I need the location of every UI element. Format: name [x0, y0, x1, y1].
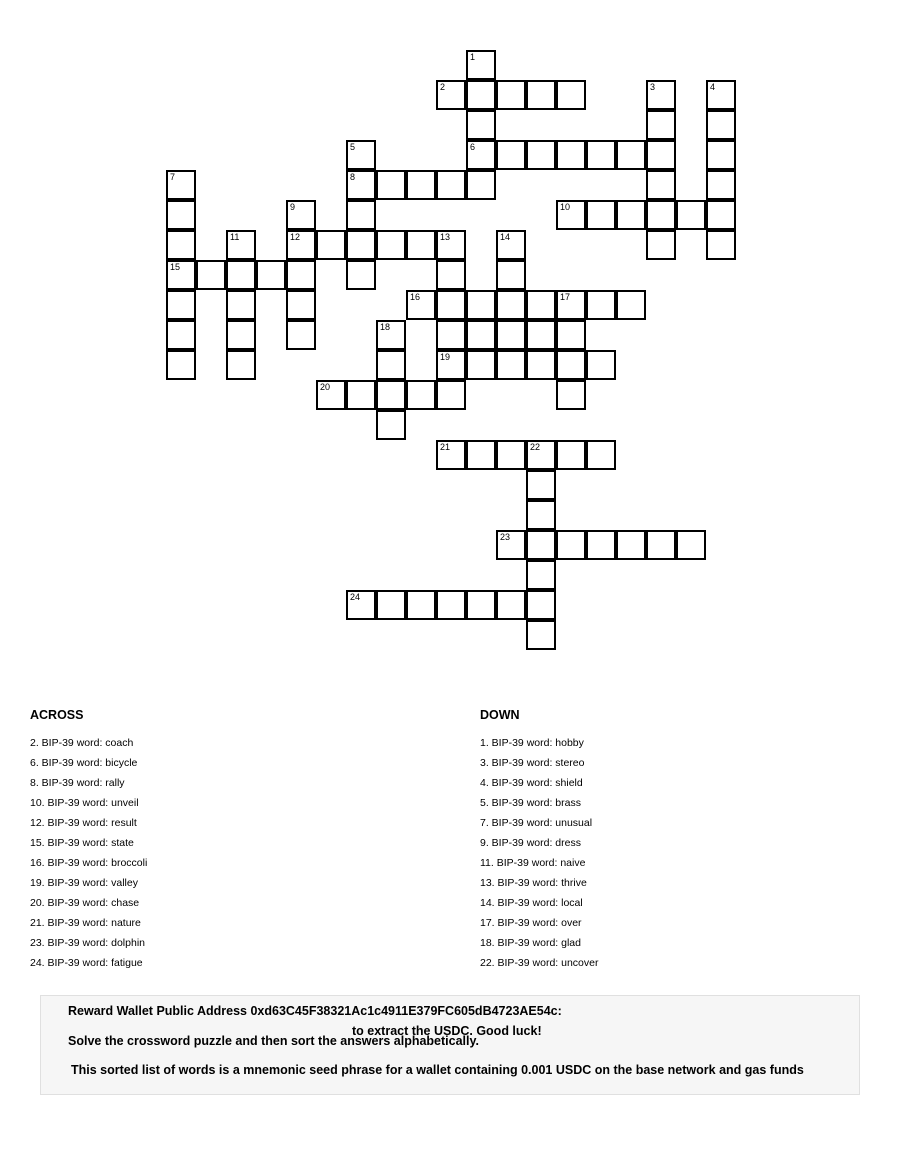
across-clue: 15. BIP-39 word: state — [30, 837, 134, 849]
crossword-cell[interactable] — [496, 260, 526, 290]
crossword-cell[interactable] — [526, 440, 556, 470]
across-clues — [30, 707, 430, 973]
down-clue: 5. BIP-39 word: brass — [480, 797, 581, 809]
crossword-cell[interactable] — [646, 200, 676, 230]
down-clues — [480, 707, 880, 973]
crossword-cell[interactable] — [586, 350, 616, 380]
clue-number: 22 — [530, 442, 541, 452]
crossword-cell[interactable] — [526, 500, 556, 530]
crossword-cell[interactable] — [556, 200, 586, 230]
crossword-cell[interactable] — [376, 380, 406, 410]
crossword-cell[interactable] — [586, 440, 616, 470]
crossword-cell[interactable] — [436, 260, 466, 290]
crossword-cell[interactable] — [526, 320, 556, 350]
down-clue: 11. BIP-39 word: naive — [480, 857, 586, 869]
clue-number: 10 — [560, 202, 571, 212]
crossword-cell[interactable] — [226, 260, 256, 290]
crossword-cell[interactable] — [556, 350, 586, 380]
crossword-cell[interactable] — [496, 320, 526, 350]
crossword-cell[interactable] — [466, 50, 496, 80]
clue-number: 21 — [440, 442, 451, 452]
crossword-cell[interactable] — [526, 560, 556, 590]
crossword-cell[interactable] — [526, 80, 556, 110]
down-clue: 4. BIP-39 word: shield — [480, 777, 583, 789]
clue-number: 1 — [470, 52, 476, 62]
crossword-cell[interactable] — [526, 350, 556, 380]
crossword-cell[interactable] — [706, 110, 736, 140]
clue-number: 2 — [440, 82, 446, 92]
crossword-cell[interactable] — [466, 170, 496, 200]
crossword-cell[interactable] — [316, 230, 346, 260]
across-clue: 2. BIP-39 word: coach — [30, 737, 134, 749]
crossword-cell[interactable] — [616, 140, 646, 170]
crossword-cell[interactable] — [556, 530, 586, 560]
across-clue: 16. BIP-39 word: broccoli — [30, 857, 148, 869]
crossword-cell[interactable] — [286, 200, 316, 230]
crossword-cell[interactable] — [286, 290, 316, 320]
crossword-cell[interactable] — [706, 170, 736, 200]
crossword-cell[interactable] — [526, 590, 556, 620]
crossword-cell[interactable] — [646, 170, 676, 200]
crossword-cell[interactable] — [436, 170, 466, 200]
clue-number: 16 — [410, 292, 421, 302]
crossword-cell[interactable] — [646, 80, 676, 110]
crossword-cell[interactable] — [166, 260, 196, 290]
down-heading: DOWN — [480, 708, 520, 722]
crossword-cell[interactable] — [526, 530, 556, 560]
crossword-cell[interactable] — [466, 290, 496, 320]
crossword-cell[interactable] — [166, 200, 196, 230]
crossword-cell[interactable] — [646, 110, 676, 140]
clue-number: 4 — [710, 82, 716, 92]
crossword-cell[interactable] — [466, 320, 496, 350]
clue-number: 18 — [380, 322, 391, 332]
clue-number: 19 — [440, 352, 451, 362]
down-clue: 17. BIP-39 word: over — [480, 917, 582, 929]
crossword-cell[interactable] — [586, 200, 616, 230]
crossword-cell[interactable] — [676, 200, 706, 230]
reward-info-box — [40, 995, 860, 1095]
crossword-cell[interactable] — [376, 170, 406, 200]
across-clue: 8. BIP-39 word: rally — [30, 777, 125, 789]
clue-number: 13 — [440, 232, 451, 242]
crossword-cell[interactable] — [226, 320, 256, 350]
clue-number: 24 — [350, 592, 361, 602]
crossword-cell[interactable] — [496, 350, 526, 380]
crossword-cell[interactable] — [436, 80, 466, 110]
crossword-cell[interactable] — [466, 80, 496, 110]
crossword-cell[interactable] — [346, 200, 376, 230]
crossword-cell[interactable] — [226, 350, 256, 380]
clue-number: 12 — [290, 232, 301, 242]
crossword-cell[interactable] — [496, 440, 526, 470]
crossword-cell[interactable] — [376, 230, 406, 260]
down-clue-list — [480, 733, 880, 973]
crossword-cell[interactable] — [526, 620, 556, 650]
crossword-cell[interactable] — [466, 590, 496, 620]
crossword-cell[interactable] — [166, 320, 196, 350]
crossword-cell[interactable] — [406, 380, 436, 410]
crossword-cell[interactable] — [166, 350, 196, 380]
crossword-cell[interactable] — [346, 170, 376, 200]
crossword-cell[interactable] — [166, 170, 196, 200]
crossword-cell[interactable] — [466, 440, 496, 470]
crossword-cell[interactable] — [226, 230, 256, 260]
crossword-cell[interactable] — [346, 260, 376, 290]
clue-number: 11 — [230, 232, 240, 242]
across-heading: ACROSS — [30, 708, 84, 722]
crossword-cell[interactable] — [466, 140, 496, 170]
clue-number: 17 — [560, 292, 571, 302]
across-clue: 6. BIP-39 word: bicycle — [30, 757, 138, 769]
crossword-cell[interactable] — [586, 530, 616, 560]
crossword-cell[interactable] — [436, 230, 466, 260]
clue-number: 23 — [500, 532, 511, 542]
down-clue: 1. BIP-39 word: hobby — [480, 737, 584, 749]
across-clue: 10. BIP-39 word: unveil — [30, 797, 139, 809]
clue-number: 6 — [470, 142, 476, 152]
across-clue: 20. BIP-39 word: chase — [30, 897, 140, 909]
across-clue: 21. BIP-39 word: nature — [30, 917, 141, 929]
crossword-cell[interactable] — [226, 290, 256, 320]
crossword-cell[interactable] — [436, 320, 466, 350]
crossword-cell[interactable] — [646, 140, 676, 170]
crossword-cell[interactable] — [586, 290, 616, 320]
crossword-cell[interactable] — [196, 260, 226, 290]
crossword-cell[interactable] — [436, 290, 466, 320]
crossword-cell[interactable] — [406, 230, 436, 260]
down-clue: 9. BIP-39 word: dress — [480, 837, 581, 849]
crossword-cell[interactable] — [376, 590, 406, 620]
crossword-cell[interactable] — [616, 530, 646, 560]
across-clue-list — [30, 733, 430, 973]
crossword-cell[interactable] — [586, 140, 616, 170]
clue-number: 9 — [290, 202, 296, 212]
crossword-cell[interactable] — [376, 320, 406, 350]
crossword-cell[interactable] — [436, 590, 466, 620]
crossword-cell[interactable] — [406, 170, 436, 200]
wallet-address-text: Reward Wallet Public Address 0xd63C45F38321Ac1c4911E379FC605dB4723AE54c: — [68, 1004, 562, 1018]
crossword-cell[interactable] — [616, 290, 646, 320]
crossword-cell[interactable] — [406, 590, 436, 620]
clue-number: 14 — [500, 232, 511, 242]
crossword-cell[interactable] — [556, 140, 586, 170]
down-clue: 13. BIP-39 word: thrive — [480, 877, 587, 889]
crossword-cell[interactable] — [466, 350, 496, 380]
crossword-cell[interactable] — [526, 140, 556, 170]
crossword-cell[interactable] — [256, 260, 286, 290]
across-clue: 23. BIP-39 word: dolphin — [30, 937, 145, 949]
crossword-cell[interactable] — [706, 80, 736, 110]
crossword-cell[interactable] — [346, 140, 376, 170]
crossword-cell[interactable] — [436, 350, 466, 380]
crossword-cell[interactable] — [286, 260, 316, 290]
crossword-cell[interactable] — [556, 290, 586, 320]
crossword-cell[interactable] — [496, 140, 526, 170]
crossword-cell[interactable] — [316, 380, 346, 410]
crossword-cell[interactable] — [556, 320, 586, 350]
across-clue: 12. BIP-39 word: result — [30, 817, 137, 829]
down-clue: 22. BIP-39 word: uncover — [480, 957, 599, 969]
crossword-cell[interactable] — [286, 320, 316, 350]
down-clue: 18. BIP-39 word: glad — [480, 937, 581, 949]
crossword-cell[interactable] — [526, 290, 556, 320]
crossword-cell[interactable] — [376, 410, 406, 440]
crossword-cell[interactable] — [496, 290, 526, 320]
crossword-cell[interactable] — [346, 380, 376, 410]
crossword-cell[interactable] — [646, 530, 676, 560]
clue-number: 20 — [320, 382, 331, 392]
crossword-cell[interactable] — [406, 290, 436, 320]
crossword-cell[interactable] — [286, 230, 316, 260]
crossword-cell[interactable] — [556, 440, 586, 470]
crossword-cell[interactable] — [496, 80, 526, 110]
crossword-cell[interactable] — [556, 80, 586, 110]
crossword-cell[interactable] — [496, 530, 526, 560]
crossword-cell[interactable] — [346, 230, 376, 260]
crossword-cell[interactable] — [706, 140, 736, 170]
clue-number: 3 — [650, 82, 656, 92]
clue-number: 15 — [170, 262, 181, 272]
crossword-cell[interactable] — [346, 590, 376, 620]
extract-text: to extract the USDC. Good luck! — [352, 1024, 542, 1038]
across-clue: 19. BIP-39 word: valley — [30, 877, 138, 889]
crossword-cell[interactable] — [436, 380, 466, 410]
across-clue: 24. BIP-39 word: fatigue — [30, 957, 143, 969]
crossword-cell[interactable] — [496, 590, 526, 620]
crossword-cell[interactable] — [616, 200, 646, 230]
crossword-cell[interactable] — [526, 470, 556, 500]
crossword-cell[interactable] — [556, 380, 586, 410]
crossword-cell[interactable] — [646, 230, 676, 260]
clue-number: 7 — [170, 172, 176, 182]
down-clue: 14. BIP-39 word: local — [480, 897, 583, 909]
crossword-cell[interactable] — [706, 230, 736, 260]
clue-number: 8 — [350, 172, 356, 182]
down-clue: 7. BIP-39 word: unusual — [480, 817, 593, 829]
seed-phrase-note: This sorted list of words is a mnemonic seed phrase for a wallet containing 0.001 USDC on the base network and gas funds — [71, 1063, 804, 1077]
crossword-cell[interactable] — [166, 290, 196, 320]
down-clue: 3. BIP-39 word: stereo — [480, 757, 585, 769]
crossword-cell[interactable] — [166, 230, 196, 260]
crossword-cell[interactable] — [676, 530, 706, 560]
instructions-text: Solve the crossword puzzle and then sort the answers alphabetically. — [68, 1034, 479, 1048]
crossword-cell[interactable] — [706, 200, 736, 230]
crossword-cell[interactable] — [496, 230, 526, 260]
crossword-cell[interactable] — [466, 110, 496, 140]
crossword-cell[interactable] — [436, 440, 466, 470]
clue-number: 5 — [350, 142, 356, 152]
crossword-cell[interactable] — [376, 350, 406, 380]
